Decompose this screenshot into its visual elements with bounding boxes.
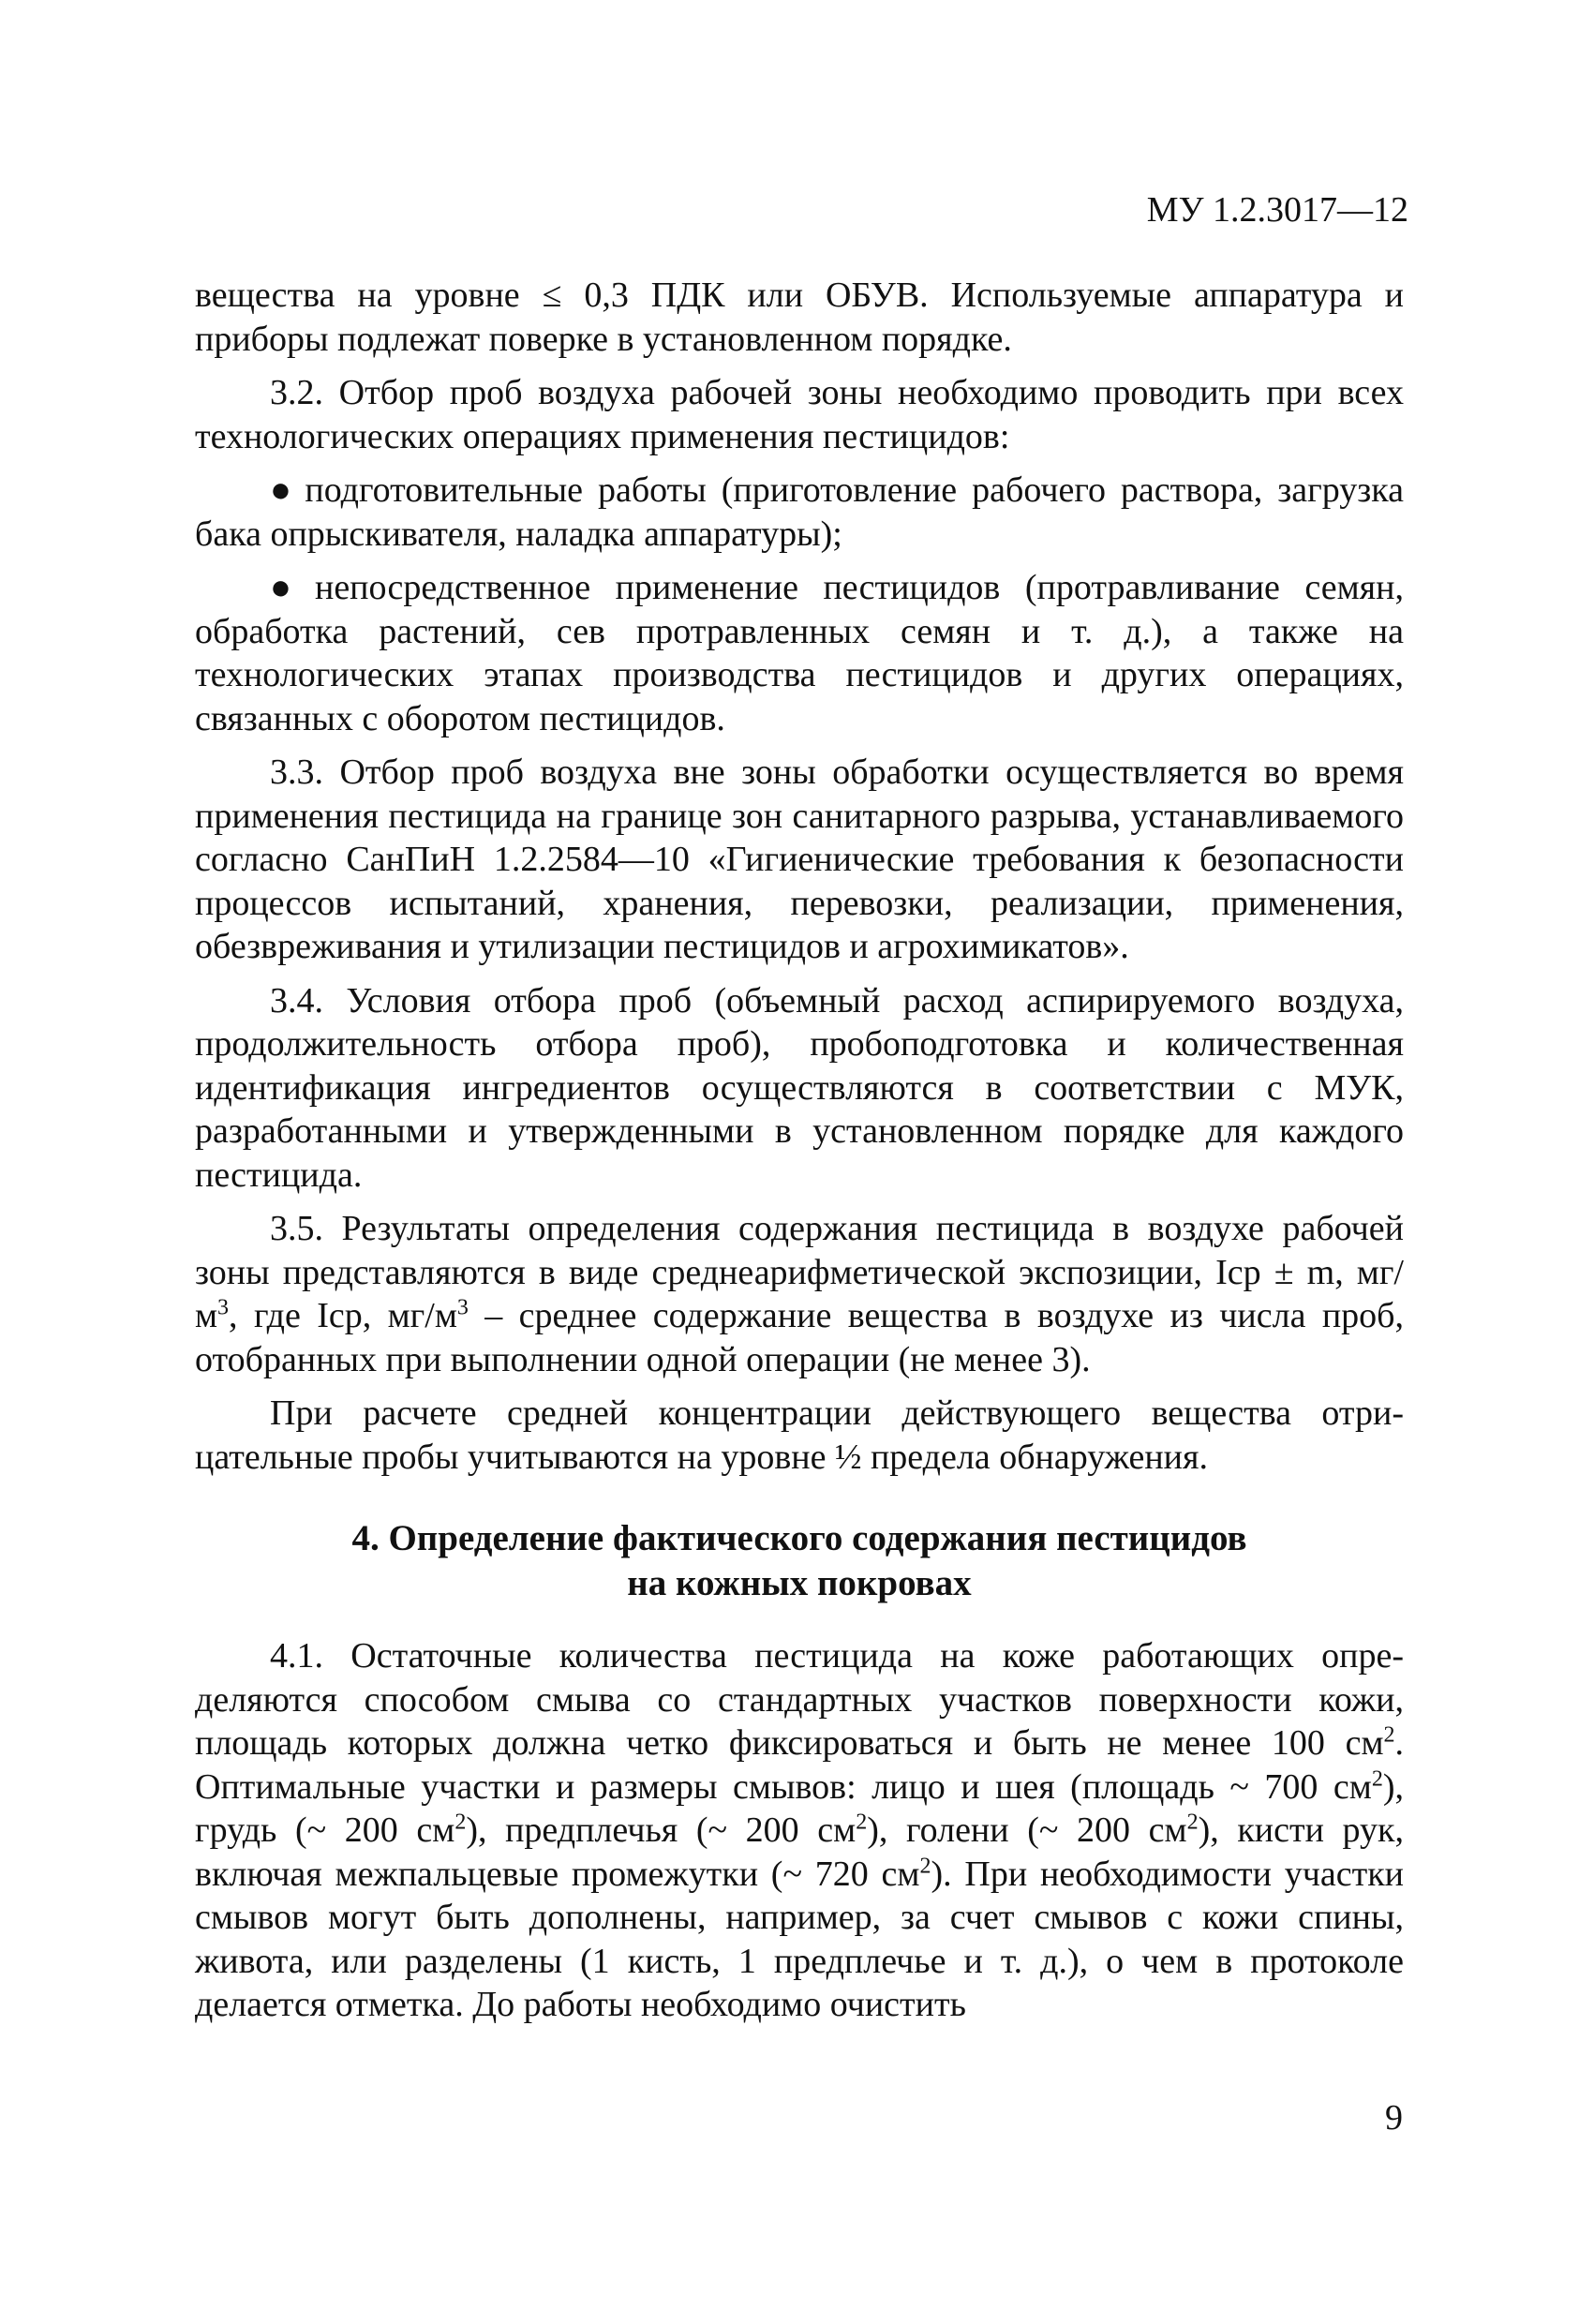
superscript: 2: [1186, 1810, 1199, 1835]
superscript: 2: [1371, 1765, 1383, 1791]
bullet-item-application: [195, 566, 1404, 740]
page-number: 9: [1385, 2098, 1403, 2138]
superscript: 2: [454, 1810, 467, 1835]
bullet-item-text: подготовительные работы (приготовление рабочего раствора, загрузка бака опрыскивателя, наладка аппаратуры);: [195, 470, 1404, 554]
paragraph-3-3: 3.3. Отбор проб воздуха вне зоны обработки осуществляется во время применения пестицида на границе зон санитарного разрыва, устанавливаемого согласно СанПиН 1.2.2584—10 «Гигиенические требования к безопасности процессов испытаний, хранения, перевозки, реализации, применения, обезвреживания и утилизации пестицидов и агрохимикатов».: [195, 752, 1404, 966]
document-code-header: МУ 1.2.3017—12: [1146, 190, 1408, 230]
text-run: ), предплечья (~ 200 см: [466, 1810, 857, 1850]
text-run: ), грудь (~ 200 см: [195, 1766, 1404, 1850]
text-run: ), голени (~ 200 см: [867, 1810, 1187, 1850]
superscript: 2: [919, 1853, 931, 1878]
bullet-item-text: непосредственное применение пестицидов (протравливание семян, обработка растений, сев протравленных семян и т. д.), а также на технологических этапах производства пестицидов и других операциях, связанных с оборотом пестицидов.: [195, 568, 1404, 738]
heading-line: на кожных покровах: [627, 1563, 972, 1603]
text-run: – среднее содержание вещества в воздухе из числа проб, отобранных при выполнении одной операции (не менее 3).: [195, 1296, 1404, 1379]
bullet-item-preparatory: [195, 469, 1404, 556]
superscript: 2: [856, 1810, 868, 1835]
text-run: . Оптимальные участки и размеры смывов: лицо и шея (площадь ~ 700 см: [195, 1723, 1404, 1807]
paragraph-3-4: 3.4. Условия отбора проб (объемный расход аспирируемого воздуха, продолжительность отбора проб), пробоподготовка и количественная идентификация ингредиентов осуществляются в соответствии с МУК, разработанными и утвержденными в установленном порядке для каждого пестицида.: [195, 980, 1404, 1195]
bullet-icon: ●: [270, 568, 307, 607]
text-run: 4.1. Остаточные количества пестицида на коже работающих определяются способом смыва со стандартных участков поверхности кожи, площадь которых должна четко фиксироваться и быть не менее 100 см: [195, 1636, 1404, 1763]
text-run: ). При необходимости участки смывов могут быть дополнены, например, за счет смывов с кожи спины, живота, или разделены (1 кисть, 1 предплечье и т. д.), о чем в протоколе делается отметка. До работы необходимо очистить: [195, 1854, 1404, 2024]
bullet-icon: ●: [270, 470, 298, 510]
paragraph-3-5: [195, 1207, 1404, 1381]
paragraph-continuation: вещества на уровне ≤ 0,3 ПДК или ОБУВ. Используемые аппаратура и приборы подлежат поверке в установленном порядке.: [195, 276, 1404, 359]
paragraph-4-1: [195, 1634, 1404, 2027]
section-4-heading: [195, 1516, 1404, 1606]
superscript: 3: [456, 1295, 469, 1320]
superscript: 2: [1383, 1722, 1395, 1748]
text-run: 3.5. Результаты определения содержания пестицида в воздухе рабочей зоны представляются в виде среднеарифметической экспозиции, Iср ± m, мг/м: [195, 1209, 1404, 1335]
body-text: [195, 274, 1404, 2037]
text-run: , где Iср, мг/м: [229, 1296, 457, 1335]
paragraph-3-2: 3.2. Отбор проб воздуха рабочей зоны необходимо проводить при всех технологических операциях применения пестицидов:: [195, 373, 1404, 456]
text-run: ), кисти рук, включая межпальцевые промежутки (~ 720 см: [195, 1810, 1404, 1894]
heading-line: 4. Определение фактического содержания пестицидов: [351, 1518, 1247, 1558]
superscript: 3: [217, 1295, 230, 1320]
paragraph-note: При расчете средней концентрации действующего вещества отрицательные пробы учитываются на уровне ½ предела обнаружения.: [195, 1393, 1404, 1477]
